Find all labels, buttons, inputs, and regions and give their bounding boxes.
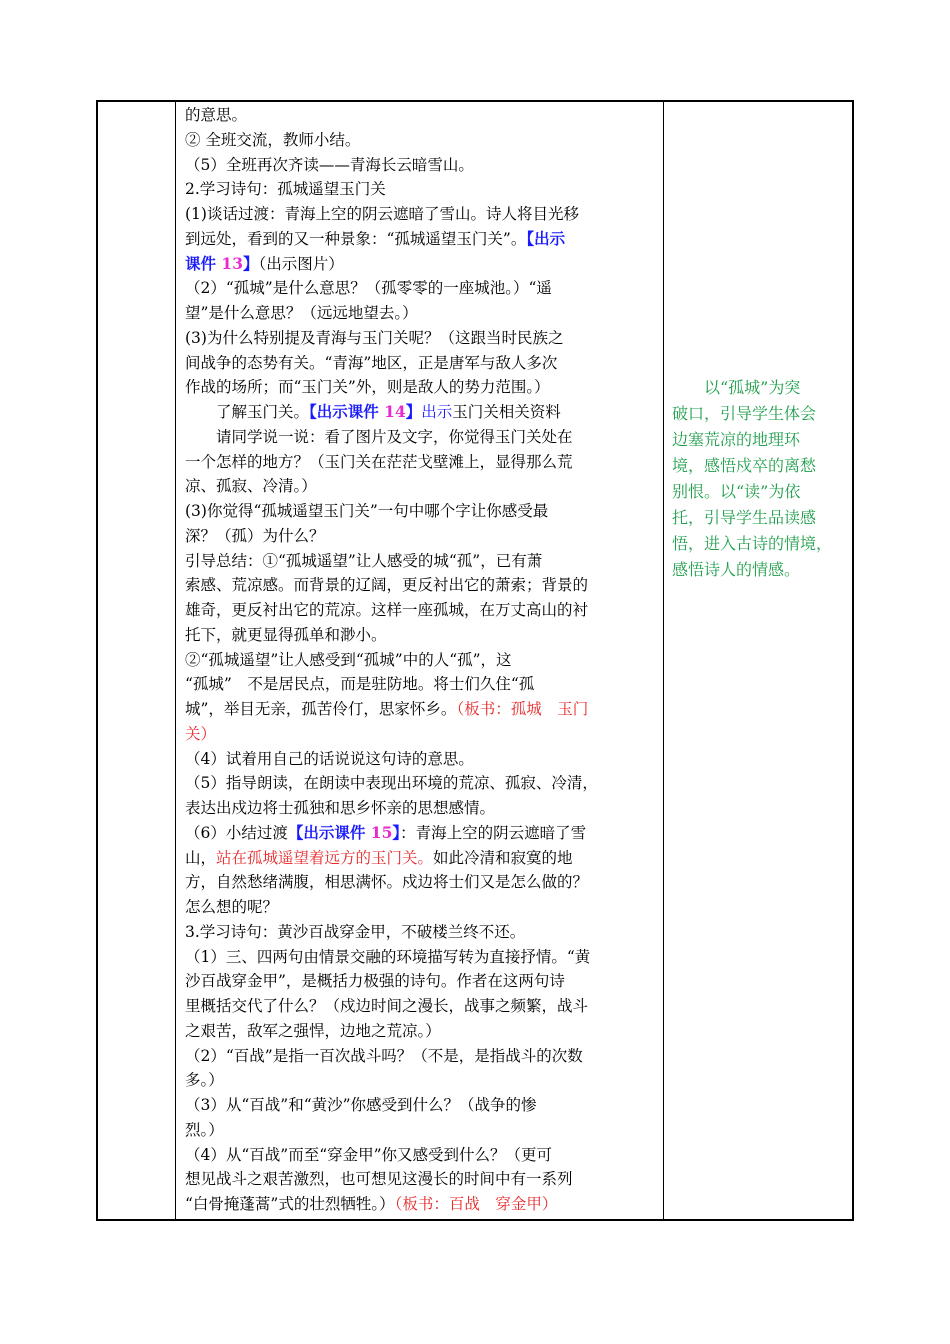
text-segment: 烈。） (185, 1120, 224, 1139)
text-segment: 之艰苦，敌军之强悍，边地之荒凉。） (185, 1021, 441, 1040)
text-line (185, 1019, 655, 1044)
text-segment: 雄奇，更反衬出它的荒凉。这样一座孤城，在万丈高山的衬 (185, 601, 589, 619)
text-segment: 城”，举目无亲，孤苦伶仃，思家怀乡。 (185, 700, 457, 718)
text-line (185, 499, 655, 524)
text-segment: 一个怎样的地方？（玉门关在茫茫戈壁滩上，显得那么荒 (185, 452, 573, 471)
text-segment: （6）小结过渡 (185, 823, 288, 842)
text-segment: “孤城” 不是居民点，而是驻防地。将士们久住“孤 (185, 675, 535, 694)
text-segment: 【出示 (526, 228, 566, 248)
text-line (185, 672, 655, 697)
text-segment: 关） (185, 724, 217, 743)
text-segment: 深？（孤）为什么？ (185, 526, 325, 545)
design-note-line: 悟，进入古诗的情境， (672, 534, 833, 553)
text-line (185, 722, 655, 747)
text-segment: 的意思。 (185, 106, 248, 124)
text-segment: 】 (392, 822, 401, 842)
design-note-line: 边塞荒凉的地理环 (672, 430, 801, 449)
text-segment: 了解玉门关。 (185, 403, 310, 421)
text-segment: 请同学说一说：看了图片及文字，你觉得玉门关处在 (185, 427, 573, 446)
text-line (185, 648, 655, 673)
text-segment: 15 (370, 822, 393, 842)
text-segment: 玉门关相关资料 (452, 403, 561, 421)
text-segment: 出示 (421, 403, 453, 421)
text-segment: 13 (221, 253, 243, 273)
text-line (185, 920, 655, 945)
design-note-line: 境，感悟戍卒的离愁 (672, 456, 817, 475)
design-intent-column (664, 102, 852, 1219)
text-segment: (3)为什么特别提及青海与玉门关呢？（这跟当时民族之 (185, 328, 564, 347)
text-segment: （3）从“百战”和“黄沙”你感受到什么？（战争的惨 (185, 1096, 537, 1114)
text-line (185, 227, 655, 252)
text-segment: “白骨掩蓬蒿”式的壮烈牺牲。） (185, 1195, 395, 1213)
text-line (185, 103, 655, 128)
text-segment: （2）“百战”是指一百次战斗吗？（不是，是指战斗的次数 (185, 1046, 583, 1065)
text-line (185, 870, 655, 895)
text-segment: （1）三、四两句由情景交融的环境描写转为直接抒情。“黄 (185, 947, 591, 966)
text-line (185, 821, 655, 846)
text-line (185, 549, 655, 574)
text-line (185, 177, 655, 202)
teaching-process-text (185, 103, 655, 1217)
text-segment: 索感、荒凉感。而背景的辽阔，更反衬出它的萧索；背景的 (185, 576, 589, 595)
text-line (185, 375, 655, 400)
text-line (185, 771, 655, 796)
text-line (185, 301, 655, 326)
text-line (185, 474, 655, 499)
text-segment: 方，自然愁绪满腹，相思满怀。戍边将士们又是怎么做的？ (185, 873, 589, 892)
text-line (185, 1143, 655, 1168)
text-line (185, 276, 655, 301)
text-line (185, 128, 655, 153)
text-line (185, 994, 655, 1019)
teaching-process-column (176, 102, 664, 1219)
text-segment: 课件 (185, 253, 222, 273)
text-line (185, 697, 655, 722)
text-line (185, 1118, 655, 1143)
text-segment: 山， (185, 848, 217, 867)
text-segment: （2）“孤城”是什么意思？（孤零零的一座城池。）“遥 (185, 279, 552, 298)
text-line (185, 425, 655, 450)
text-segment: （4）从“百战”而至“穿金甲”你又感受到什么？（更可 (185, 1145, 553, 1164)
text-segment: 沙百战穿金甲”，是概括力极强的诗句。作者在这两句诗 (185, 972, 565, 991)
text-segment: 里概括交代了什么？（戍边时间之漫长，战事之频繁，战斗 (185, 997, 589, 1015)
text-line (185, 1192, 655, 1217)
text-line (185, 623, 655, 648)
text-segment: （板书：百战 穿金甲） (394, 1195, 558, 1213)
text-segment: (3)你觉得“孤城遥望玉门关”一句中哪个字让你感受最 (185, 502, 549, 520)
design-intent-text (672, 375, 848, 583)
design-note-line: 以“孤城”为突 (672, 378, 801, 397)
text-segment: (1)谈话过渡：青海上空的阴云遮暗了雪山。诗人将目光移 (185, 205, 579, 223)
text-line (185, 895, 655, 920)
text-segment: 怎么想的呢？ (185, 898, 279, 916)
text-segment: 多。） (185, 1071, 224, 1090)
text-segment: 凉、孤寂、冷清。） (185, 477, 317, 496)
text-line (185, 326, 655, 351)
text-segment: 14 (384, 402, 406, 421)
text-segment: 想见战斗之艰苦激烈，也可想见这漫长的时间中有一系列 (185, 1170, 573, 1189)
text-segment: （5）全班再次齐读——青海长云暗雪山。 (185, 155, 474, 174)
text-line (185, 1068, 655, 1093)
text-segment: 站在孤城遥望着远方的玉门关。 (216, 848, 434, 867)
text-segment: 间战争的态势有关。“青海”地区，正是唐军与敌人多次 (185, 353, 558, 372)
section-column (98, 102, 176, 1219)
text-segment: ② 全班交流，教师小结。 (185, 130, 361, 149)
text-line (185, 945, 655, 970)
text-segment: 望”是什么意思？（远远地望去。） (185, 304, 418, 322)
text-line (185, 969, 655, 994)
text-segment: 【出示课件 (309, 402, 385, 421)
design-note-line: 别恨。以“读”为依 (672, 482, 801, 501)
design-note-line: 破口，引导学生体会 (672, 404, 817, 423)
text-line (185, 846, 655, 871)
text-segment: 表达出戍边将士孤独和思乡怀亲的思想感情。 (185, 799, 496, 817)
lesson-plan-table (96, 100, 854, 1221)
text-line (185, 1044, 655, 1069)
text-line (185, 153, 655, 178)
text-segment: ：青海上空的阴云遮暗了雪 (400, 823, 587, 842)
text-line (185, 351, 655, 376)
text-line (185, 524, 655, 549)
text-line (185, 747, 655, 772)
text-line (185, 796, 655, 821)
text-segment: （5）指导朗读，在朗读中表现出环境的荒凉、孤寂、冷清， (185, 774, 598, 793)
text-segment: 托下，就更显得孤单和渺小。 (185, 625, 387, 644)
text-segment: 作战的场所；而“玉门关”外，则是敌人的势力范围。） (185, 378, 550, 397)
text-line (185, 598, 655, 623)
text-line (185, 252, 655, 277)
text-segment: （板书：孤城 玉门 (456, 700, 589, 718)
text-segment: 3.学习诗句：黄沙百战穿金甲，不破楼兰终不还。 (185, 922, 526, 941)
text-segment: 【出示课件 (287, 822, 371, 842)
text-segment: 】 (405, 402, 422, 421)
text-segment: ②“孤城遥望”让人感受到“孤城”中的人“孤”，这 (185, 650, 512, 669)
text-line (185, 573, 655, 598)
design-note-line: 感悟诗人的情感。 (672, 560, 801, 579)
text-segment: 】 (242, 253, 259, 273)
text-line (185, 1167, 655, 1192)
design-note-line: 托，引导学生品读感 (672, 508, 817, 527)
text-segment: （出示图片） (258, 254, 344, 273)
text-line (185, 202, 655, 227)
text-line (185, 450, 655, 475)
text-line (185, 400, 655, 425)
text-segment: （4）试着用自己的话说说这句诗的意思。 (185, 749, 474, 768)
text-segment: 引导总结：①“孤城遥望”让人感受的城“孤”，已有萧 (185, 551, 543, 570)
text-segment: 到远处，看到的又一种景象：“孤城遥望玉门关”。 (185, 229, 527, 248)
text-line (185, 1093, 655, 1118)
text-segment: 如此冷清和寂寞的地 (433, 848, 573, 867)
text-segment: 2.学习诗句：孤城遥望玉门关 (185, 180, 386, 199)
